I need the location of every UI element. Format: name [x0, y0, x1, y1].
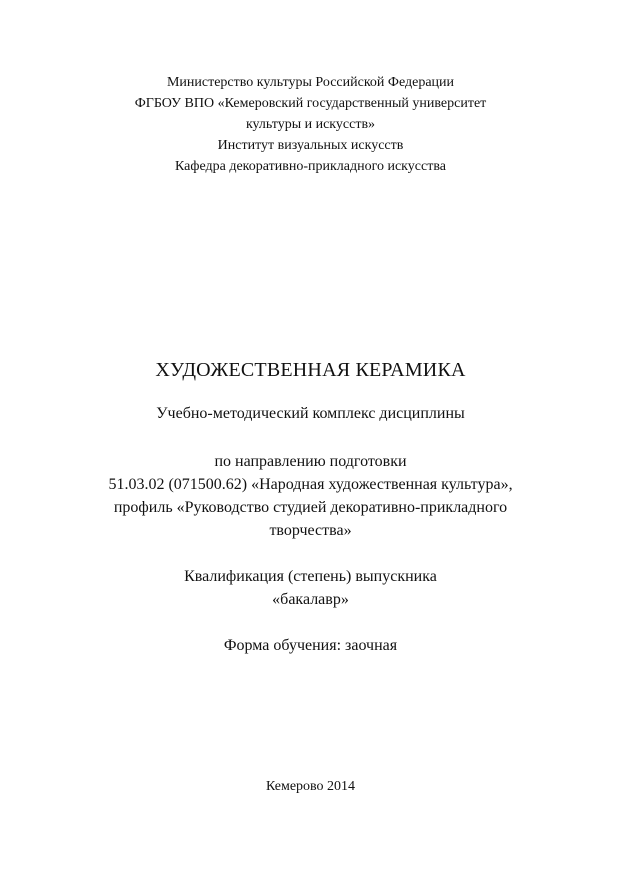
qualification-line-2: «бакалавр»	[272, 591, 349, 608]
city-year: Кемерово 2014	[265, 779, 356, 794]
direction-line-2: 51.03.02 (071500.62) «Народная художественная культура»,	[108, 476, 513, 493]
document-title: ХУДОЖЕСТВЕННАЯ КЕРАМИКА	[155, 359, 466, 381]
department-line: Кафедра декоративно-прикладного искусства	[175, 159, 446, 174]
document-subtitle: Учебно-методический комплекс дисциплины	[156, 405, 465, 422]
ministry-line: Министерство культуры Российской Федерации	[166, 75, 455, 90]
university-line-1: ФГБОУ ВПО «Кемеровский государственный университет	[134, 96, 487, 111]
direction-line-1: по направлению подготовки	[214, 453, 407, 470]
university-line-2: культуры и искусств»	[245, 117, 376, 132]
institute-line: Институт визуальных искусств	[217, 138, 404, 153]
direction-line-4: творчества»	[269, 522, 352, 539]
study-form: Форма обучения: заочная	[223, 637, 398, 654]
qualification-line-1: Квалификация (степень) выпускника	[184, 568, 437, 585]
direction-line-3: профиль «Руководство студией декоративно-прикладного	[113, 499, 508, 516]
